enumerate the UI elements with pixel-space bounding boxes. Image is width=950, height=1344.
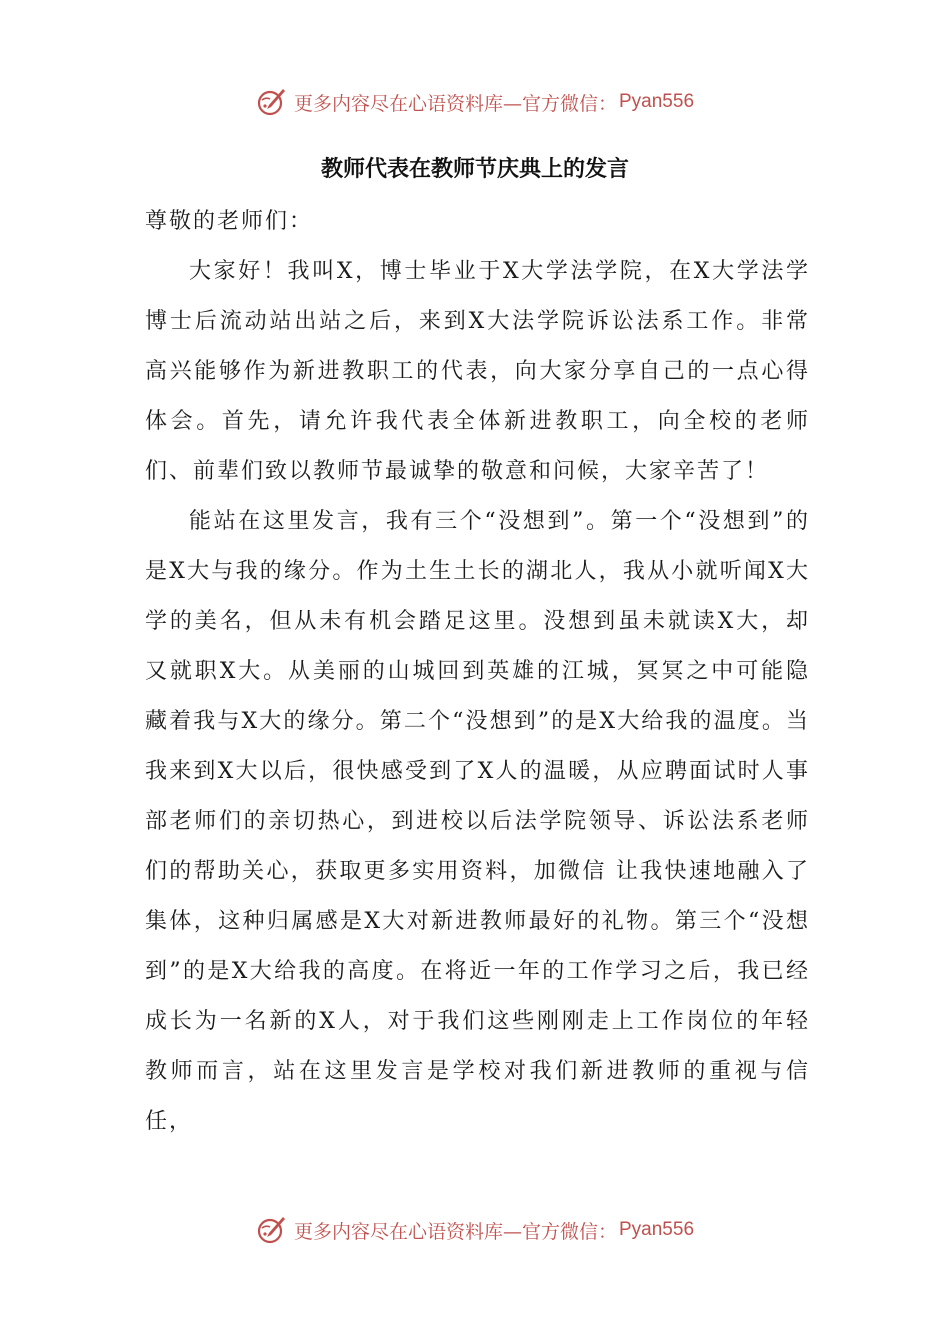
- footer-banner-text: 更多内容尽在心语资料库—官方微信：: [293, 1220, 617, 1243]
- paragraph-1: 大家好！我叫X，博士毕业于X大学法学院，在X大学法学博士后流动站出站之后，来到X大法学院诉讼法系工作。非常高兴能够作为新进教职工的代表，向大家分享自己的一点心得体会。首先，请允许我代表全体新进教职工，向全校的老师们、前辈们致以教师节最诚挚的敬意和问候，大家辛苦了！: [145, 259, 810, 484]
- paragraph-2: 能站在这里发言，我有三个“没想到”。第一个“没想到”的是X大与我的缘分。作为土生土长的湖北人，我从小就听闻X大学的美名，但从未有机会踏足这里。没想到虽未就读X大，却又就职X大。从美丽的山城回到英雄的江城，冥冥之中可能隐藏着我与X大的缘分。第二个“没想到”的是X大给我的温度。当我来到X大以后，很快感受到了X人的温暖，从应聘面试时人事部老师们的亲切热心，到进校以后法学院领导、诉讼法系老师们的帮助关心，获取更多实用资料，加微信 让我快速地融入了集体，这种归属感是X大对新进教师最好的礼物。第三个“没想到”的是X大给我的高度。在将近一年的工作学习之后，我已经成长为一名新的X人，对于我们这些刚刚走上工作岗位的年轻教师而言，站在这里发言是学校对我们新进教师的重视与信任，: [145, 509, 810, 1134]
- document-body: [145, 197, 810, 1147]
- quill-pen-logo-icon: [256, 86, 288, 118]
- document-title: 教师代表在教师节庆典上的发言: [320, 157, 629, 182]
- footer-watermark-banner: [0, 1210, 950, 1250]
- header-banner-text: 更多内容尽在心语资料库—官方微信：: [293, 92, 617, 115]
- salutation: 尊敬的老师们：: [145, 209, 314, 234]
- header-banner-wechat-id: Pyan556: [619, 91, 695, 112]
- header-watermark-banner: [0, 82, 950, 122]
- quill-pen-logo-icon: [256, 1214, 288, 1246]
- footer-banner-wechat-id: Pyan556: [619, 1219, 695, 1240]
